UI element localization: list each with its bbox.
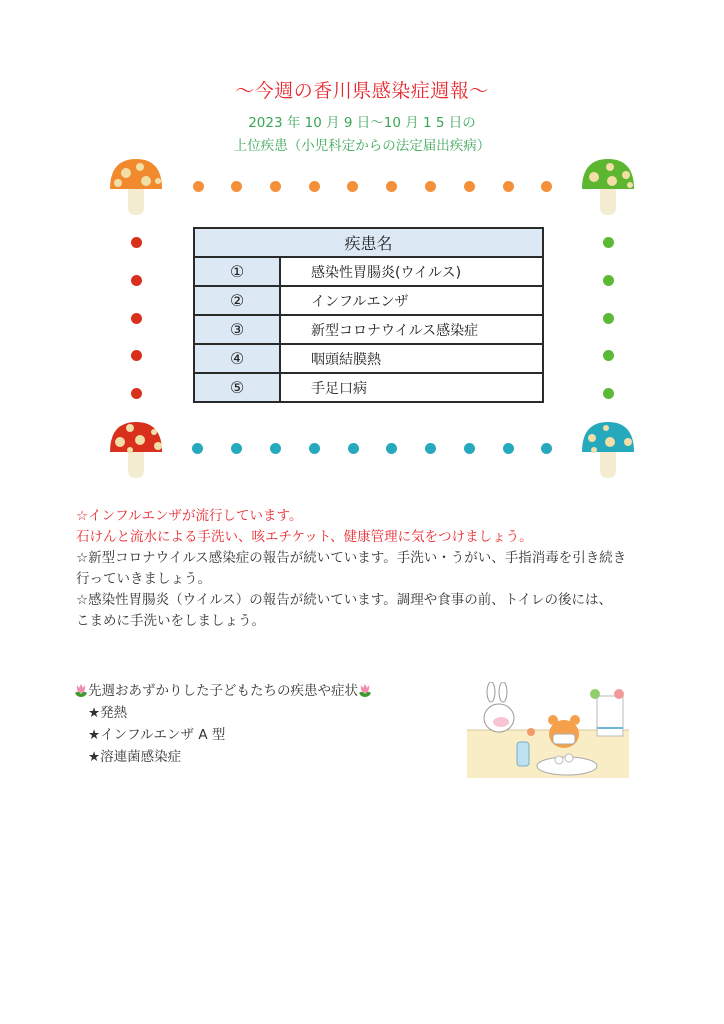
green-dot xyxy=(603,350,614,361)
orange-dot xyxy=(193,181,204,192)
red-dot xyxy=(131,388,142,399)
nursery-heading-row xyxy=(74,680,372,702)
handwashing-animals-illustration xyxy=(467,682,629,778)
teal-mushroom-icon xyxy=(580,418,636,482)
teal-dot xyxy=(464,443,475,454)
rank-cell: ④ xyxy=(194,344,280,373)
red-mushroom-icon xyxy=(108,418,164,482)
list-item: ★インフルエンザ A 型 xyxy=(88,727,226,743)
rank-cell: ⑤ xyxy=(194,373,280,402)
notices xyxy=(76,506,686,632)
orange-dot xyxy=(541,181,552,192)
teal-dot xyxy=(503,443,514,454)
disease-name-cell: 感染性胃腸炎(ウイルス) xyxy=(280,257,543,286)
column-header-disease-name: 疾患名 xyxy=(194,228,543,257)
page-title: ～今週の香川県感染症週報～ xyxy=(235,80,489,102)
notice-covid-cont: 行っていきましょう。 xyxy=(76,571,211,587)
tulip-icon xyxy=(74,683,88,697)
teal-dot xyxy=(425,443,436,454)
orange-dot xyxy=(503,181,514,192)
teal-dot xyxy=(309,443,320,454)
rank-cell: ② xyxy=(194,286,280,315)
teal-dot xyxy=(231,443,242,454)
disease-ranking-table xyxy=(193,227,544,403)
disease-name-cell: 咽頭結膜熱 xyxy=(280,344,543,373)
notice-gastro-cont: こまめに手洗いをしましょう。 xyxy=(76,613,265,629)
orange-dot xyxy=(347,181,358,192)
list-item: ★発熱 xyxy=(88,705,128,721)
rank-cell: ③ xyxy=(194,315,280,344)
teal-dot xyxy=(192,443,203,454)
table-row xyxy=(194,286,543,315)
orange-dot xyxy=(309,181,320,192)
teal-dot xyxy=(386,443,397,454)
notice-influenza-advice: 石けんと流水による手洗い、咳エチケット、健康管理に気をつけましょう。 xyxy=(76,529,533,545)
green-dot xyxy=(603,388,614,399)
green-mushroom-icon xyxy=(580,155,636,219)
orange-dot xyxy=(425,181,436,192)
date-range: 2023 年 10 月 9 日～10 月 1 5 日の xyxy=(248,115,476,131)
orange-mushroom-icon xyxy=(108,155,164,219)
notice-influenza: ☆インフルエンザが流行しています。 xyxy=(76,508,303,524)
green-dot xyxy=(603,275,614,286)
red-dot xyxy=(131,350,142,361)
green-dot xyxy=(603,237,614,248)
teal-dot xyxy=(348,443,359,454)
red-dot xyxy=(131,275,142,286)
orange-dot xyxy=(270,181,281,192)
notice-covid: ☆新型コロナウイルス感染症の報告が続いています。手洗い・うがい、手指消毒を引き続き xyxy=(76,550,627,566)
nursery-section xyxy=(74,680,372,768)
table-header-row xyxy=(194,228,543,257)
notice-gastro: ☆感染性胃腸炎（ウイルス）の報告が続いています。調理や食事の前、トイレの後には、 xyxy=(76,592,613,608)
teal-dot xyxy=(270,443,281,454)
red-dot xyxy=(131,237,142,248)
nursery-heading: 先週おあずかりした子どもたちの疾患や症状 xyxy=(88,683,358,699)
green-dot xyxy=(603,313,614,324)
table-row xyxy=(194,257,543,286)
orange-dot xyxy=(464,181,475,192)
table-row xyxy=(194,373,543,402)
disease-name-cell: 手足口病 xyxy=(280,373,543,402)
orange-dot xyxy=(231,181,242,192)
table-row xyxy=(194,315,543,344)
teal-dot xyxy=(541,443,552,454)
list-item: ★溶連菌感染症 xyxy=(88,749,182,765)
orange-dot xyxy=(386,181,397,192)
table-caption: 上位疾患（小児科定からの法定届出疾病） xyxy=(233,138,491,154)
red-dot xyxy=(131,313,142,324)
tulip-icon xyxy=(358,683,372,697)
disease-name-cell: 新型コロナウイルス感染症 xyxy=(280,315,543,344)
table-row xyxy=(194,344,543,373)
rank-cell: ① xyxy=(194,257,280,286)
disease-name-cell: インフルエンザ xyxy=(280,286,543,315)
